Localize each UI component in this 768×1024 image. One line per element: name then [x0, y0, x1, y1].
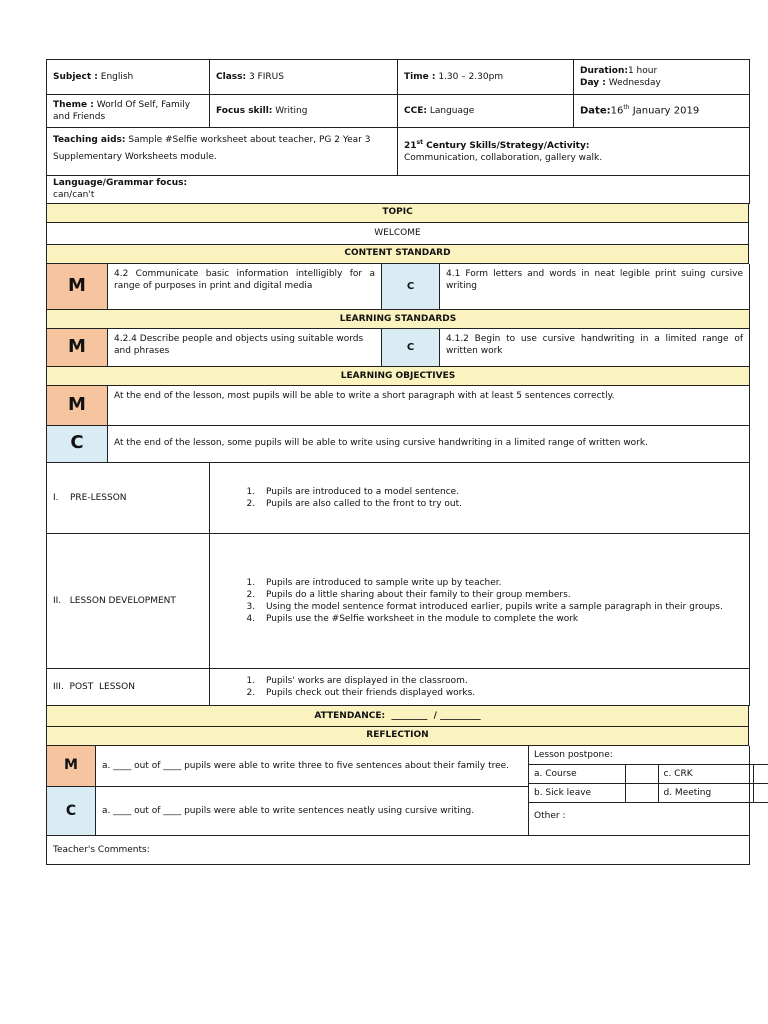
- option-meeting: d. Meeting: [658, 783, 753, 802]
- lesson-development-label: II. LESSON DEVELOPMENT: [47, 534, 210, 669]
- date-cell: Date:16th January 2019: [574, 95, 750, 128]
- cce-cell: CCE: Language: [398, 95, 574, 128]
- lesson-development-steps: [210, 534, 750, 669]
- objective-m-badge: M: [47, 386, 108, 425]
- list-item: 1. Pupils' works are displayed in the classroom.: [258, 675, 743, 687]
- learning-objectives-table: [46, 386, 750, 463]
- option-sick-leave-checkbox[interactable]: [625, 783, 658, 802]
- list-item: 1. Pupils are introduced to a model sentence.: [258, 486, 743, 498]
- list-item: 1. Pupils are introduced to sample write up by teacher.: [258, 577, 743, 589]
- lesson-postpone-panel: [529, 746, 750, 836]
- lesson-stages-table: [46, 463, 750, 707]
- learning-objectives-heading: LEARNING OBJECTIVES: [47, 367, 750, 386]
- class-cell: Class: 3 FIRUS: [210, 60, 398, 95]
- option-course: a. Course: [529, 764, 625, 783]
- time-cell: Time : 1.30 – 2.30pm: [398, 60, 574, 95]
- reflection-c-text: a. ____ out of ____ pupils were able to write sentences neatly using cursive writing.: [96, 787, 529, 836]
- header-table: [46, 59, 750, 204]
- century-skills-cell: 21st Century Skills/Strategy/Activity: Communication, collaboration, gallery walk.: [398, 128, 750, 176]
- reflection-table: [46, 746, 750, 866]
- post-lesson-label: III. POST LESSON: [47, 669, 210, 706]
- objective-c-text: At the end of the lesson, some pupils will be able to write using cursive handwriting in a limited range of written work.: [108, 425, 750, 462]
- standards-m-badge: M: [47, 329, 108, 367]
- topic-heading: TOPIC: [47, 204, 749, 223]
- duration-day-cell: Duration:1 hour Day : Wednesday: [574, 60, 750, 95]
- learning-standards-table: [46, 310, 750, 386]
- standards-c-text: 4.1.2 Begin to use cursive handwriting in a limited range of written work: [440, 329, 750, 367]
- option-crk-checkbox[interactable]: [753, 764, 768, 783]
- content-standard-heading: CONTENT STANDARD: [47, 244, 749, 263]
- standards-c-badge: C: [382, 329, 440, 367]
- objective-c-badge: C: [47, 425, 108, 462]
- option-sick-leave: b. Sick leave: [529, 783, 625, 802]
- content-standard-table: [46, 264, 750, 311]
- post-lesson-steps: [210, 669, 750, 706]
- pre-lesson-steps: [210, 463, 750, 534]
- reflection-c-badge: C: [47, 787, 96, 836]
- attendance-table: [46, 706, 749, 746]
- focus-skill-cell: Focus skill: Writing: [210, 95, 398, 128]
- content-c-text: 4.1 Form letters and words in neat legible print suing cursive writing: [440, 264, 750, 310]
- teaching-aids-cell: Teaching aids: Sample #Selfie worksheet about teacher, PG 2 Year 3 Supplementary Worksheets module.: [47, 128, 398, 176]
- grammar-focus-cell: Language/Grammar focus: can/can't: [47, 176, 750, 203]
- topic-value: WELCOME: [47, 222, 749, 244]
- content-m-text: 4.2 Communicate basic information intelligibly for a range of purposes in print and digital media: [108, 264, 382, 310]
- teacher-comments[interactable]: Teacher's Comments:: [47, 836, 750, 865]
- list-item: 2. Pupils check out their friends displayed works.: [258, 687, 743, 699]
- list-item: 3. Using the model sentence format introduced earlier, pupils write a sample paragraph in their groups.: [258, 601, 743, 613]
- reflection-m-badge: M: [47, 746, 96, 787]
- list-item: 4. Pupils use the #Selfie worksheet in the module to complete the work: [258, 613, 743, 625]
- list-item: 2. Pupils do a little sharing about their family to their group members.: [258, 589, 743, 601]
- attendance-line: ATTENDANCE: ________ / _________: [47, 706, 749, 726]
- option-meeting-checkbox[interactable]: [753, 783, 768, 802]
- content-m-badge: M: [47, 264, 108, 310]
- objective-m-text: At the end of the lesson, most pupils will be able to write a short paragraph with at least 5 sentences correctly.: [108, 386, 750, 425]
- lesson-plan: [46, 59, 749, 865]
- option-course-checkbox[interactable]: [625, 764, 658, 783]
- theme-cell: Theme : World Of Self, Family and Friends: [47, 95, 210, 128]
- topic-table: [46, 204, 749, 264]
- postpone-label: Lesson postpone:: [529, 746, 768, 765]
- subject-cell: Subject : English: [47, 60, 210, 95]
- learning-standards-heading: LEARNING STANDARDS: [47, 310, 750, 329]
- reflection-m-text: a. ____ out of ____ pupils were able to write three to five sentences about their family tree.: [96, 746, 529, 787]
- content-c-badge: C: [382, 264, 440, 310]
- standards-m-text: 4.2.4 Describe people and objects using suitable words and phrases: [108, 329, 382, 367]
- other-label: Other :: [534, 811, 566, 822]
- postpone-options: [529, 746, 768, 830]
- list-item: 2. Pupils are also called to the front to try out.: [258, 498, 743, 510]
- pre-lesson-label: I. PRE-LESSON: [47, 463, 210, 534]
- option-crk: c. CRK: [658, 764, 753, 783]
- reflection-heading: REFLECTION: [47, 726, 749, 745]
